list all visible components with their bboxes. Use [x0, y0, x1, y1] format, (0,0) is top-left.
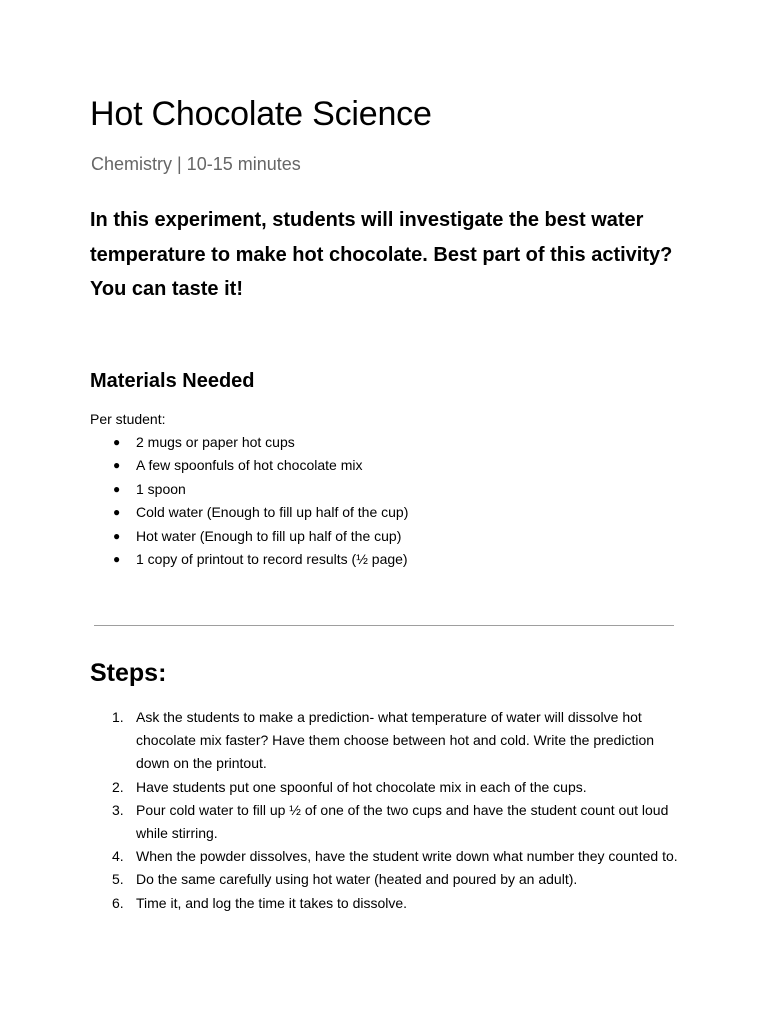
- steps-list: [90, 706, 690, 915]
- step-number: 4.: [112, 848, 124, 865]
- bullet-icon: ●: [113, 458, 121, 473]
- bullet-icon: ●: [113, 435, 121, 449]
- step-text: Pour cold water to fill up ½ of one of the two cups and have the student count out loud while stirring.: [136, 801, 669, 842]
- material-item-text: Hot water (Enough to fill up half of the cup): [136, 527, 402, 544]
- list-item: [90, 431, 408, 454]
- step-text: Ask the students to make a prediction- what temperature of water will dissolve hot chocolate mix faster? Have them choose between hot and cold. Write the prediction down on the printout.: [136, 709, 655, 772]
- step-number: 1.: [112, 709, 124, 725]
- step-text: Do the same carefully using hot water (heated and poured by an adult).: [136, 871, 578, 888]
- per-student-label: Per student:: [90, 411, 166, 427]
- list-item: [90, 548, 408, 571]
- step-text: Time it, and log the time it takes to dissolve.: [136, 894, 408, 911]
- material-item-text: 2 mugs or paper hot cups: [136, 434, 295, 450]
- bullet-icon: ●: [113, 481, 121, 496]
- step-text: Have students put one spoonful of hot chocolate mix in each of the cups.: [136, 778, 587, 795]
- list-item: [90, 478, 408, 501]
- steps-heading: Steps:: [90, 659, 167, 687]
- step-number: 3.: [112, 801, 124, 818]
- step-number: 2.: [112, 778, 124, 795]
- materials-list: [90, 431, 408, 571]
- list-item: [90, 501, 408, 524]
- intro-paragraph: In this experiment, students will investigate the best water temperature to make hot chocolate. Best part of this activity? You can taste it!: [90, 209, 673, 300]
- horizontal-divider: [94, 625, 674, 626]
- step-number: 5.: [112, 871, 124, 888]
- page-subtitle: Chemistry | 10-15 minutes: [91, 154, 301, 174]
- bullet-icon: ●: [113, 505, 121, 520]
- step-item: [90, 845, 690, 868]
- material-item-text: 1 copy of printout to record results (½ page): [136, 550, 408, 567]
- material-item-text: Cold water (Enough to fill up half of the cup): [136, 504, 409, 521]
- step-item: [90, 706, 690, 776]
- bullet-icon: ●: [113, 528, 121, 543]
- material-item-text: A few spoonfuls of hot chocolate mix: [136, 457, 363, 474]
- material-item-text: 1 spoon: [136, 480, 186, 497]
- step-number: 6.: [112, 894, 124, 911]
- step-item: [90, 892, 690, 915]
- bullet-icon: ●: [113, 551, 121, 566]
- step-item: [90, 776, 690, 799]
- list-item: [90, 525, 408, 548]
- step-text: When the powder dissolves, have the student write down what number they counted to.: [136, 848, 678, 865]
- step-item: [90, 868, 690, 891]
- step-item: [90, 799, 690, 845]
- materials-heading: Materials Needed: [90, 370, 255, 392]
- page-title: Hot Chocolate Science: [90, 95, 432, 133]
- list-item: [90, 454, 408, 477]
